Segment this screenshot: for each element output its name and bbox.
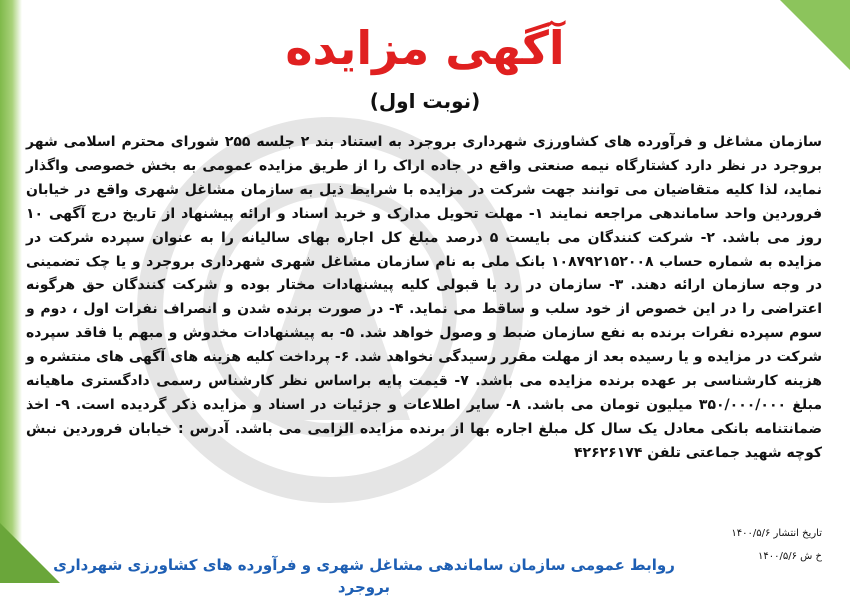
khosh-code: خ ش ۱۴۰۰/۵/۶ <box>758 551 822 562</box>
ad-title: آگهی مزایده <box>285 21 565 75</box>
publish-date: تاریخ انتشار ۱۴۰۰/۵/۶ <box>731 528 822 539</box>
ad-subtitle: (نوبت اول) <box>369 89 481 113</box>
ad-body-text: سازمان مشاغل و فرآورده های کشاورزی شهرداری بروجرد به استناد بند ۲ جلسه ۲۵۵ شورای محترم اسلامی شهر بروجرد در نظر دارد کشتارگاه نیمه صنعتی واقع در جاده اراک را از طریق مزایده عمومی به بخش خصوصی واگذار نماید، لذا کلیه متقاضیان می توانند جهت شرکت در مزایده با شرایط ذیل به سازمان مشاغل شهری واقع در خیابان فروردین واحد ساماندهی مراجعه نمایند ۱- مهلت تحویل مدارک و خرید اسناد و ارائه پیشنهاد از تاریخ درج آگهی ۱۰ روز می باشد. ۲- شرکت کنندگان می بایست ۵ درصد مبلغ کل اجاره بهای سالیانه را به عنوان سپرده شرکت در مزایده به شماره حساب ۱۰۸۷۹۲۱۵۲۰۰۸ بانک ملی به نام سازمان مشاغل شهری شهرداری بروجرد و یا چک تضمینی در وجه سازمان ارائه دهند. ۳- سازمان در رد یا قبولی کلیه پیشنهادات مختار بوده و شرکت کنندگان حق هرگونه اعتراضی را در این خصوص از خود سلب و ساقط می نماید. ۴- در صورت برنده شدن و انصراف نفرات اول ، دوم و سوم سپرده نفرات برنده به نفع سازمان ضبط و وصول خواهد شد. ۵- به پیشنهادات مخدوش و مبهم یا فاقد سپرده شرکت در مزایده و یا رسیده بعد از مهلت مقرر رسیدگی نخواهد شد. ۶- پرداخت کلیه هزینه های آگهی های منتشره و هزینه کارشناسی بر عهده برنده مزایده می باشد. ۷- قیمت پایه براساس نظر کارشناس رسمی دادگستری ماهیانه مبلغ ۳۵۰/۰۰۰/۰۰۰ میلیون تومان می باشد. ۸- سایر اطلاعات و جزئیات در اسناد و مزایده ذکر گردیده است. ۹- اخذ ضمانتنامه بانکی معادل یک سال کل مبلغ اجاره بها از برنده مزایده الزامی می باشد. آدرس : خیابان فروردین نبش کوچه شهید جماعتی تلفن ۴۲۶۲۶۱۷۴ <box>26 134 823 461</box>
footer-signature: روابط عمومی سازمان ساماندهی مشاغل شهری و فرآورده های کشاورزی شهرداری بروجرد <box>53 556 675 596</box>
